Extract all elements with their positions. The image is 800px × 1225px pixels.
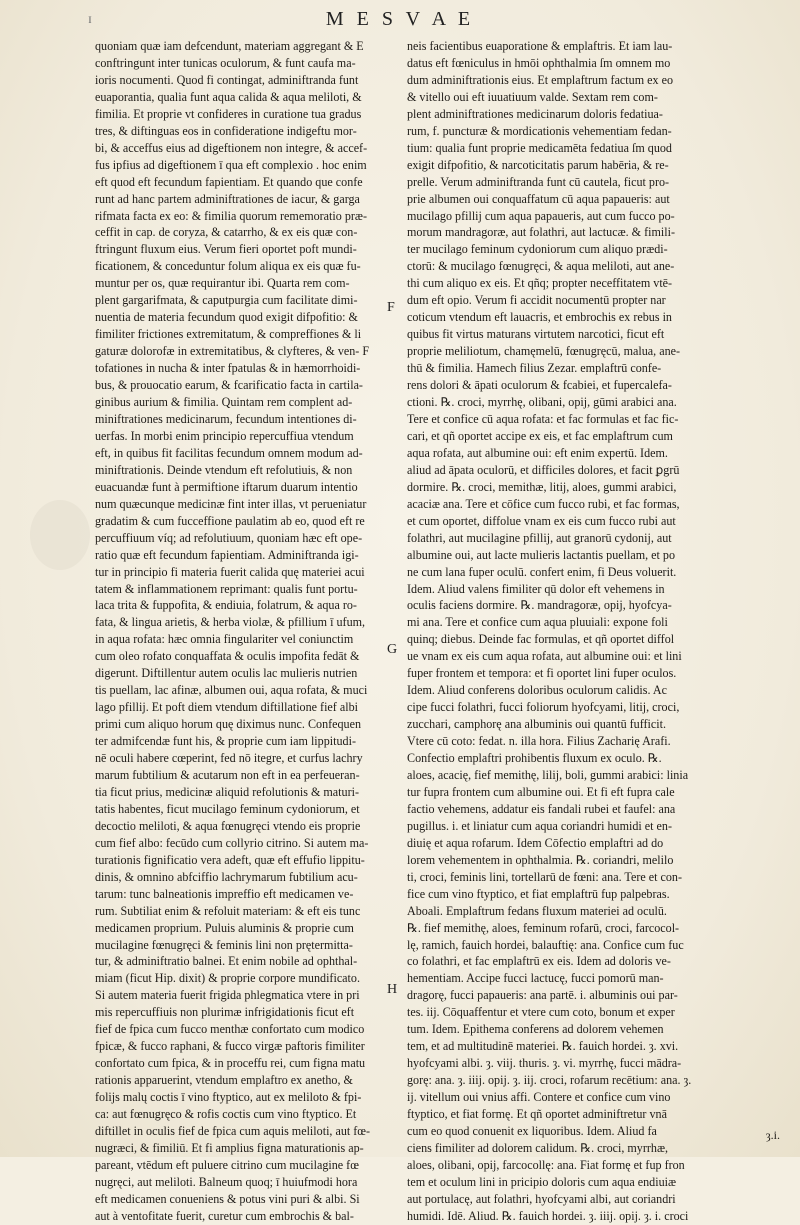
text-line: folathri, aut mucilagine pfillij, aut granorū cydonij, aut bbox=[407, 530, 672, 545]
text-line: confortato cum fpica, & in proceffu rei, cum figna matu bbox=[95, 1056, 366, 1071]
text-line: conftringunt inter tunicas oculorum, & funt caufa ma- bbox=[95, 55, 356, 70]
text-line: eft, in quibus fit facilitas fecundum omnem modum ad- bbox=[95, 445, 363, 460]
text-line: prie albumen oui conquaffatum cū aqua papaueris: aut bbox=[407, 191, 670, 206]
text-line: runt ad hanc partem adminiftrationes de iacur, & garga bbox=[95, 191, 360, 206]
text-line: mucilago pfillij cum aqua papaueris, aut cum fucco po- bbox=[407, 208, 675, 223]
text-line: dum eft opio. Verum fi accidit nocumentū propter nar bbox=[407, 293, 666, 308]
catchword: ȝ.i. bbox=[765, 1128, 780, 1142]
text-line: tur fupra frontem cum albumine oui. Et fi eft fupra cale bbox=[407, 784, 675, 799]
text-line: in aqua rofata: hæc omnia fingulariter vel coniunctim bbox=[95, 632, 354, 647]
text-line: albumine oui, aut lacte mulieris lactantis puellam, et po bbox=[407, 547, 675, 562]
text-line: ter mucilago feminum cydoniorum cum aliquo prædi- bbox=[407, 242, 668, 257]
text-line: zucchari, camphorę ana albuminis oui quantū fufficit. bbox=[407, 717, 667, 732]
text-line: fimiliter frictiones extremitatum, & compreffiones & li bbox=[95, 327, 362, 342]
text-line: tum. Idem. Epithema conferens ad dolorem vehemen bbox=[407, 1022, 664, 1037]
text-line: tofationes in nucha & inter fpatulas & in hæmorrhoidi- bbox=[95, 361, 361, 376]
text-line: fief de fpica cum fucco menthæ confortato cum modico bbox=[95, 1022, 365, 1037]
text-line: gorę: ana. ȝ. iiij. opij. ȝ. iij. croci, rofarum recētium: ana. ȝ. bbox=[407, 1073, 692, 1088]
text-line: decoctio meliloti, & aqua fœnugręci vtendo eis proprie bbox=[95, 818, 361, 833]
text-line: muntur per os, quæ requirantur ibi. Quarta rem com- bbox=[95, 276, 350, 291]
text-line: fuper frontem et tempora: et fi oportet lini fuper oculos. bbox=[407, 666, 677, 681]
text-line: miniftrationes medicinarum, fecundum intentiones di- bbox=[95, 411, 357, 426]
page-header bbox=[0, 6, 800, 34]
text-line: percuffiuum víq; ad refolutiuum, quoniam hæc eft ope- bbox=[95, 530, 363, 545]
text-line: uerfas. In morbi enim principio repercuffiua vtendum bbox=[95, 428, 354, 443]
text-line: tatis habentes, ficut mucilago feminum cydoniorum, et bbox=[95, 801, 360, 816]
text-line: diuię et aqua rofarum. Idem Cōfectio emplaftri ad do bbox=[407, 835, 664, 850]
text-line: quinq; diebus. Deinde fac formulas, et qñ oportet diffol bbox=[407, 632, 675, 647]
text-line: rum. Subtiliat enim & refoluit materiam: & eft eis tunc bbox=[95, 903, 361, 918]
text-line: mis repercuffiuis non plurimæ infrigidationis ficut eft bbox=[95, 1005, 355, 1020]
text-line: mucilagine fœnugręci & feminis lini non prętermitta- bbox=[95, 937, 353, 952]
text-line: fus ipfius ad digeftionem ī qua eft complexio . hoc enim bbox=[95, 157, 367, 172]
text-line: proprie meliliotum, chamęmelū, fœnugręcū, malua, ane- bbox=[407, 344, 681, 359]
margin-letter-g: G bbox=[387, 642, 398, 657]
text-line: eft quod eft fecundum fapientiam. Et quando que confe bbox=[95, 174, 363, 189]
text-line: euaporantia, qualia funt aqua calida & aqua meliloti, & bbox=[95, 89, 362, 104]
text-line: tium: qualia funt proprie medicamēta fedatiua ſm quod bbox=[407, 140, 672, 155]
text-line: thū & fimilia. Hamech filius Zezar. emplaftrū confe- bbox=[407, 361, 662, 376]
text-line: cum fief albo: fecūdo cum collyrio citrino. Si autem ma- bbox=[95, 835, 369, 850]
text-line: dormire. ℞. croci, memithæ, litij, aloes, gummi arabici, bbox=[407, 479, 677, 494]
text-line: ctorū: & mucilago fœnugręci, & aqua meliloti, aut ane- bbox=[407, 259, 675, 274]
text-line: cari, et qñ oportet accipe ex eis, et fac emplaftrum cum bbox=[407, 428, 673, 443]
text-line: rationis apparuerint, vtendum emplaftro ex anetho, & bbox=[95, 1073, 353, 1088]
text-line: pareant, vtēdum eft puluere citrino cum mucilagine fœ bbox=[95, 1157, 359, 1172]
text-line: ciens fimiliter ad dolorem calidum. ℞. croci, myrrhæ, bbox=[407, 1140, 669, 1155]
text-line: miam (ficut Hip. dixit) & proprie corpore mundificato. bbox=[95, 971, 360, 986]
text-line: thi cum aliquo ex eis. Et qñq; propter neceffitatem vtē- bbox=[407, 276, 673, 291]
text-line: nuentia de materia fecundum quod exigit difpofitio: & bbox=[95, 310, 358, 325]
text-line: fpicæ, & fucco raphani, & fucco virgæ paftoris fimiliter bbox=[95, 1039, 365, 1054]
text-line: Tere et confice cū aqua rofata: et fac formulas et fac fic- bbox=[407, 411, 679, 426]
text-line: plent gargarifmata, & caputpurgia cum facilitate dimi- bbox=[95, 293, 358, 308]
text-line: cipe fucci folathri, fucci foliorum hyofcyami, litij, croci, bbox=[407, 700, 680, 715]
text-line: Si autem materia fuerit frigida phlegmatica vtere in pri bbox=[95, 988, 360, 1003]
text-line: aloes, acacię, fief memithę, lilij, boli, gummi arabici: linia bbox=[407, 767, 689, 782]
text-line: lorem vehementem in ophthalmia. ℞. coriandri, melilo bbox=[407, 852, 674, 867]
text-line: tarum: tunc balneationis impreffio eft medicamen ve- bbox=[95, 886, 354, 901]
text-line: et cum oportet, diffolue vnam ex eis cum fucco rubi aut bbox=[407, 513, 676, 528]
text-line: cum eo quod conuenit ex liquoribus. Idem. Aliud fa bbox=[407, 1124, 657, 1138]
text-line: coticum vtendum eft lauacris, et embrochis ex rebus in bbox=[407, 310, 672, 325]
text-line: bus, & prouocatio earum, & fcarificatio facta in cartila- bbox=[95, 378, 363, 393]
text-line: num quæcunque medicinæ fint inter illas, vt perueniatur bbox=[95, 496, 367, 511]
text-line: gradatim & cum fucceffione paulatim ab eo, quod eft re bbox=[95, 513, 365, 528]
text-line: hementiam. Accipe fucci lactucę, fucci pomorū man- bbox=[407, 971, 664, 986]
text-line: ne cum lana fuper oculū. confert enim, fi Deus voluerit. bbox=[407, 564, 677, 579]
text-line: plent adminiftrationes medicinarum doloris fedatiua- bbox=[407, 106, 663, 121]
text-line: primi cum aliquo horum quę diximus nunc. Confequen bbox=[95, 717, 362, 732]
text-line: rifmata facta ex eo: & fimilia quorum rememoratio præ- bbox=[95, 208, 368, 223]
text-line: tatem & inflammationem reprimant: qualis funt portu- bbox=[95, 581, 358, 596]
text-line: dum adminiftrationis eius. Et emplaftrum factum ex eo bbox=[407, 72, 673, 87]
text-line: Vtere cū coto: fedat. n. illa hora. Filius Zacharię Arafi. bbox=[407, 734, 671, 749]
text-line: ue vnam ex eis cum aqua rofata, aut albumine oui: et lini bbox=[407, 649, 682, 664]
text-line: prelle. Verum adminiftranda funt cū cautela, ficut pro- bbox=[407, 174, 670, 189]
text-line: & vitello oui eft iuuatiuum valde. Sextam rem com- bbox=[407, 89, 658, 104]
text-line: ftyptico, et fiat formę. Et qñ oportet adminiftretur vnā bbox=[407, 1107, 667, 1122]
text-line: miniftrationis. Deinde vtendum eft refolutiuis, & non bbox=[95, 462, 353, 477]
text-line: morum mandragoræ, aut folathri, aut lactucæ. & fimili- bbox=[407, 225, 676, 240]
text-line: dinis, & omnino abfciffio lachrymarum fubtilium acu- bbox=[95, 869, 358, 884]
text-line: tes. iij. Cōquaffentur et vtere cum coto, bonum et exper bbox=[407, 1005, 675, 1020]
text-line: tem et oculum lini in pricipio doloris cum aqua endiuiæ bbox=[407, 1174, 677, 1189]
text-line: ratio quæ eft fecundum fapientiam. Adminiftranda igi- bbox=[95, 547, 359, 562]
text-line: Idem. Aliud conferens doloribus oculorum calidis. Ac bbox=[407, 683, 667, 698]
text-line: bi, & acceffus eius ad digeftionem non integre, & accef- bbox=[95, 140, 368, 155]
text-line: tem, et ad multitudinē materiei. ℞. fauich hordei. ȝ. xvi. bbox=[407, 1039, 679, 1054]
text-line: aut portulacę, aut folathri, hyofcyami albi, aut coriandri bbox=[407, 1191, 676, 1206]
text-line: turationis fignificatio vera adeft, quæ eft effufio lippitu- bbox=[95, 852, 365, 867]
text-line: fata, & lingua arietis, & herba violæ, & pfillium ī ufum, bbox=[95, 615, 366, 630]
text-line: quibus fit virtus maturans virtutem narcotici, ficut eft bbox=[407, 327, 665, 342]
text-line: gaturæ dolorofæ in extremitatibus, & clyfteres, & ven- F bbox=[95, 344, 370, 359]
text-line: nugręci, aut meliloti. Balneum quoq; ī huiufmodi hora bbox=[95, 1174, 358, 1189]
text-line: folijs malų coctis ī vino ftyptico, aut ex meliloto & fpi- bbox=[95, 1090, 362, 1105]
text-line: diftillet in oculis fief de fpica cum aquis meliloti, aut fœ- bbox=[95, 1124, 371, 1138]
text-line: aut à ventofitate fuerit, curetur cum embrochis & bal- bbox=[95, 1208, 354, 1223]
text-line: tres, & diftinguas eos in confideratione indigeftu mor- bbox=[95, 123, 357, 138]
text-line: tia ficut prius, medicinæ aliquid refolutionis & maturi- bbox=[95, 784, 359, 799]
text-line: rens dolori & āpati oculorum & fcabiei, et fupercalefa- bbox=[407, 378, 672, 393]
text-line: co folathri, et fac emplaftrū ex eis. Idem ad doloris ve- bbox=[407, 954, 671, 969]
text-line: acaciæ ana. Tere et cōfice cum fucco rubi, et fac formas, bbox=[407, 496, 680, 511]
text-line: cum oleo rofato conquaffata & oculis impofita fedāt & bbox=[95, 649, 360, 664]
text-line: fice cum vino ftyptico, et fiat emplaftrū fup palpebras. bbox=[407, 886, 670, 901]
text-line: rum, f. puncturæ & mordicationis vehementiam fedan- bbox=[407, 123, 672, 138]
text-line: hyofcyami albi. ȝ. viij. thuris. ȝ. vi. myrrhę, fucci mādra- bbox=[407, 1056, 682, 1071]
text-line: pugillus. i. et liniatur cum aqua coriandri humidi et en- bbox=[407, 818, 672, 833]
text-line: medicamen proprium. Puluis aluminis & proprie cum bbox=[95, 920, 354, 935]
text-line: lę, ramich, fauich hordei, balauftię: ana. Confice cum fuc bbox=[407, 937, 684, 952]
text-line: ca: aut fœnugręco & rofis coctis cum vino ftyptico. Et bbox=[95, 1107, 357, 1122]
text-line: humidi. Idē. Aliud. ℞. fauich hordei. ȝ. iiij. opij. ȝ. i. croci bbox=[407, 1208, 689, 1223]
paper-stain bbox=[30, 500, 90, 570]
text-line: tur, & adminiftratio balnei. Et enim nobile ad ophthal- bbox=[95, 954, 358, 969]
text-line: aqua rofata, aut albumine oui: eft enim expertū. Idem. bbox=[407, 445, 668, 460]
text-line: Aboali. Emplaftrum fedans fluxum materiei ad oculū. bbox=[407, 903, 667, 918]
text-line: ter admifcendæ funt his, & proprie cum iam lippitudi- bbox=[95, 734, 356, 749]
text-line: lago pfillij. Et poft diem vtendum diftillatione fief albi bbox=[95, 700, 358, 715]
margin-letter-h: H bbox=[387, 982, 398, 997]
text-line: mi ana. Tere et confice cum aqua pluuiali: expone foli bbox=[407, 615, 668, 630]
text-line: tur in principio fi materia fuerit calida quę materiei acui bbox=[95, 564, 365, 579]
page-mark: ɪ bbox=[88, 12, 92, 27]
text-line: ficationem, & conceduntur folum aliqua ex eis quæ fu- bbox=[95, 259, 361, 274]
text-line: nē oculi habere cœperint, fed nō itegre, et curfus lachry bbox=[95, 751, 363, 766]
text-line: ftringunt fluxum eius. Verum fieri oportet poft mundi- bbox=[95, 242, 357, 257]
text-line: ioris nocumenti. Quod fi contingat, adminiftranda funt bbox=[95, 72, 359, 87]
text-line: tis puellam, lac afinæ, albumen oui, aqua rofata, & muci bbox=[95, 683, 368, 698]
margin-letter-f: F bbox=[387, 300, 395, 315]
text-line: datus eft fœniculus in hmōi ophthalmia ſm omnem mo bbox=[407, 55, 671, 70]
text-line: ℞. fief memithę, aloes, feminum rofarū, croci, farcocol- bbox=[407, 920, 680, 935]
running-title: M E S V A E bbox=[325, 8, 475, 30]
text-line: aloes, olibani, opij, farcocollę: ana. Fiat formę et fup fron bbox=[407, 1157, 685, 1172]
text-line: ceffit in cap. de coryza, & catarrho, & ex eis quæ con- bbox=[95, 225, 358, 240]
text-line: neis facientibus euaporatione & emplaftris. Et iam lau- bbox=[407, 39, 673, 53]
text-line: ctioni. ℞. croci, myrrhę, olibani, opij, gūmi arabici ana. bbox=[407, 395, 677, 410]
text-line: nugræci, & fimiliū. Et fi amplius figna maturationis ap- bbox=[95, 1140, 364, 1155]
text-line: fimilia. Et proprie vt confideres in curatione tua gradus bbox=[95, 106, 362, 121]
text-line: eft medicamen conueniens & potus vini puri & albi. Si bbox=[95, 1191, 360, 1206]
text-line: ti, croci, feminis lini, tortellarū de fœni: ana. Tere et con- bbox=[407, 869, 682, 884]
text-line: Idem. Aliud valens fimiliter qū dolor eft vehemens in bbox=[407, 581, 665, 596]
text-line: digerunt. Diftillentur autem oculis lac mulieris nutrien bbox=[95, 666, 358, 681]
text-line: aliud ad āpata oculorū, et difficiles dolores, et facit ꝑgrū bbox=[407, 462, 680, 477]
text-line: laca trita & fuppofita, & endiuia, folatrum, & aqua ro- bbox=[95, 598, 357, 613]
text-line: marum fubtilium & acutarum non eft in ea perfeueran- bbox=[95, 767, 360, 782]
text-line: quoniam quæ iam defcendunt, materiam aggregant & E bbox=[95, 39, 364, 53]
text-line: oculis faciens dormire. ℞. mandragoræ, opij, hyofcya- bbox=[407, 598, 672, 613]
text-line: ij. vitellum oui vnius affi. Contere et confice cum vino bbox=[407, 1090, 671, 1105]
text-line: factio vehemens, addatur eis fandali rubei et faufel: ana bbox=[407, 801, 676, 816]
text-line: exigit difpofitio, & narcoticitatis parum habēria, & re- bbox=[407, 157, 669, 172]
text-line: Confectio emplaftri prohibentis fluxum ex oculo. ℞. bbox=[407, 751, 662, 766]
text-line: euacuandæ funt à permiftione iftarum duarum intentio bbox=[95, 479, 358, 494]
right-text-column bbox=[407, 38, 785, 1225]
text-line: ginibus aurium & fimilia. Quintam rem complent ad- bbox=[95, 395, 353, 410]
text-line: dragorę, fucci papaueris: ana partē. i. albuminis oui par- bbox=[407, 988, 678, 1003]
